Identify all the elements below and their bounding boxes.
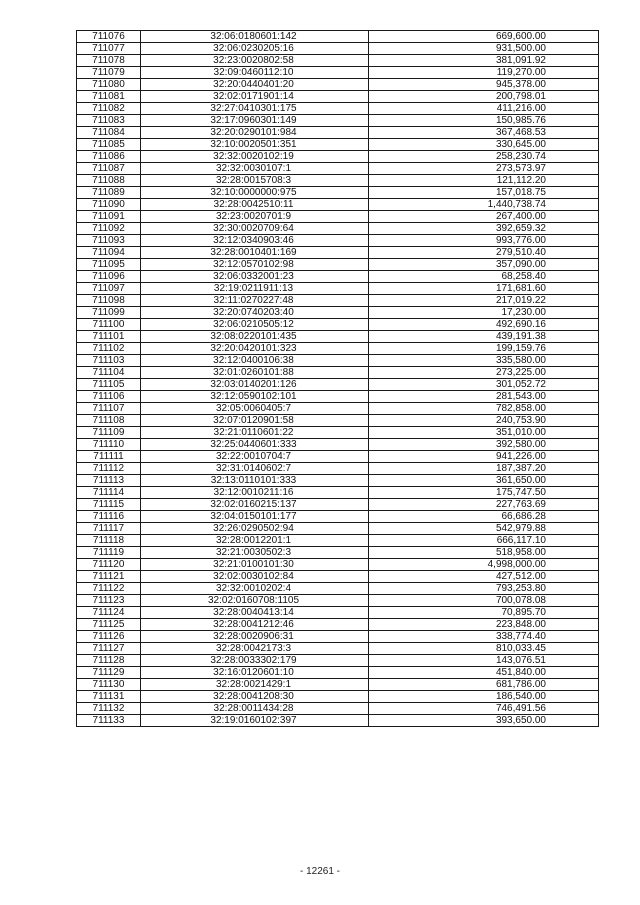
- record-number-cell: 711078: [77, 55, 141, 67]
- amount-cell: 351,010.00: [369, 427, 599, 439]
- cadastral-number-cell: 32:11:0270227:48: [141, 295, 369, 307]
- amount-cell: 945,378.00: [369, 79, 599, 91]
- table-row: [77, 691, 599, 703]
- amount-cell: 17,230.00: [369, 307, 599, 319]
- amount-cell: 119,270.00: [369, 67, 599, 79]
- table-row: [77, 703, 599, 715]
- registry-table-body: [77, 31, 599, 727]
- table-row: [77, 139, 599, 151]
- table-row: [77, 571, 599, 583]
- record-number-cell: 711133: [77, 715, 141, 727]
- cadastral-number-cell: 32:12:0570102:98: [141, 259, 369, 271]
- record-number-cell: 711121: [77, 571, 141, 583]
- table-row: [77, 235, 599, 247]
- record-number-cell: 711079: [77, 67, 141, 79]
- table-row: [77, 319, 599, 331]
- cadastral-number-cell: 32:20:0290101:984: [141, 127, 369, 139]
- amount-cell: 68,258.40: [369, 271, 599, 283]
- record-number-cell: 711091: [77, 211, 141, 223]
- table-row: [77, 679, 599, 691]
- table-row: [77, 115, 599, 127]
- table-row: [77, 643, 599, 655]
- table-row: [77, 355, 599, 367]
- amount-cell: 186,540.00: [369, 691, 599, 703]
- amount-cell: 70,895.70: [369, 607, 599, 619]
- amount-cell: 150,985.76: [369, 115, 599, 127]
- amount-cell: 121,112.20: [369, 175, 599, 187]
- record-number-cell: 711116: [77, 511, 141, 523]
- cadastral-number-cell: 32:28:0021429:1: [141, 679, 369, 691]
- cadastral-number-cell: 32:06:0230205:16: [141, 43, 369, 55]
- cadastral-number-cell: 32:28:0041212:46: [141, 619, 369, 631]
- record-number-cell: 711127: [77, 643, 141, 655]
- record-number-cell: 711125: [77, 619, 141, 631]
- cadastral-number-cell: 32:28:0011434:28: [141, 703, 369, 715]
- record-number-cell: 711130: [77, 679, 141, 691]
- table-row: [77, 223, 599, 235]
- amount-cell: 171,681.60: [369, 283, 599, 295]
- amount-cell: 492,690.16: [369, 319, 599, 331]
- cadastral-number-cell: 32:32:0030107:1: [141, 163, 369, 175]
- record-number-cell: 711132: [77, 703, 141, 715]
- amount-cell: 273,225.00: [369, 367, 599, 379]
- record-number-cell: 711122: [77, 583, 141, 595]
- table-row: [77, 331, 599, 343]
- table-row: [77, 559, 599, 571]
- record-number-cell: 711087: [77, 163, 141, 175]
- cadastral-number-cell: 32:27:0410301:175: [141, 103, 369, 115]
- record-number-cell: 711124: [77, 607, 141, 619]
- amount-cell: 4,998,000.00: [369, 559, 599, 571]
- table-row: [77, 307, 599, 319]
- cadastral-number-cell: 32:28:0015708:3: [141, 175, 369, 187]
- amount-cell: 338,774.40: [369, 631, 599, 643]
- record-number-cell: 711092: [77, 223, 141, 235]
- cadastral-number-cell: 32:25:0440601:333: [141, 439, 369, 451]
- record-number-cell: 711104: [77, 367, 141, 379]
- table-row: [77, 367, 599, 379]
- table-row: [77, 211, 599, 223]
- cadastral-number-cell: 32:02:0160708:1105: [141, 595, 369, 607]
- table-row: [77, 403, 599, 415]
- cadastral-number-cell: 32:20:0440401:20: [141, 79, 369, 91]
- amount-cell: 993,776.00: [369, 235, 599, 247]
- amount-cell: 669,600.00: [369, 31, 599, 43]
- record-number-cell: 711114: [77, 487, 141, 499]
- record-number-cell: 711119: [77, 547, 141, 559]
- cadastral-number-cell: 32:12:0590102:101: [141, 391, 369, 403]
- table-row: [77, 187, 599, 199]
- cadastral-number-cell: 32:13:0110101:333: [141, 475, 369, 487]
- table-row: [77, 163, 599, 175]
- table-row: [77, 271, 599, 283]
- record-number-cell: 711090: [77, 199, 141, 211]
- table-row: [77, 379, 599, 391]
- record-number-cell: 711120: [77, 559, 141, 571]
- cadastral-number-cell: 32:09:0460112:10: [141, 67, 369, 79]
- cadastral-number-cell: 32:19:0160102:397: [141, 715, 369, 727]
- cadastral-number-cell: 32:12:0400106:38: [141, 355, 369, 367]
- table-row: [77, 247, 599, 259]
- table-row: [77, 535, 599, 547]
- record-number-cell: 711128: [77, 655, 141, 667]
- table-row: [77, 103, 599, 115]
- amount-cell: 175,747.50: [369, 487, 599, 499]
- amount-cell: 258,230.74: [369, 151, 599, 163]
- amount-cell: 157,018.75: [369, 187, 599, 199]
- cadastral-number-cell: 32:31:0140602:7: [141, 463, 369, 475]
- cadastral-number-cell: 32:02:0160215:137: [141, 499, 369, 511]
- table-row: [77, 595, 599, 607]
- cadastral-number-cell: 32:21:0030502:3: [141, 547, 369, 559]
- cadastral-number-cell: 32:21:0110601:22: [141, 427, 369, 439]
- amount-cell: 223,848.00: [369, 619, 599, 631]
- table-row: [77, 511, 599, 523]
- record-number-cell: 711077: [77, 43, 141, 55]
- cadastral-number-cell: 32:28:0040413:14: [141, 607, 369, 619]
- cadastral-number-cell: 32:28:0042510:11: [141, 199, 369, 211]
- amount-cell: 451,840.00: [369, 667, 599, 679]
- table-row: [77, 715, 599, 727]
- cadastral-number-cell: 32:28:0010401:169: [141, 247, 369, 259]
- amount-cell: 361,650.00: [369, 475, 599, 487]
- table-row: [77, 295, 599, 307]
- cadastral-number-cell: 32:32:0020102:19: [141, 151, 369, 163]
- cadastral-number-cell: 32:22:0010704:7: [141, 451, 369, 463]
- amount-cell: 393,650.00: [369, 715, 599, 727]
- cadastral-number-cell: 32:05:0060405:7: [141, 403, 369, 415]
- table-row: [77, 55, 599, 67]
- amount-cell: 700,078.08: [369, 595, 599, 607]
- record-number-cell: 711117: [77, 523, 141, 535]
- cadastral-number-cell: 32:06:0180601:142: [141, 31, 369, 43]
- cadastral-number-cell: 32:06:0332001:23: [141, 271, 369, 283]
- amount-cell: 143,076.51: [369, 655, 599, 667]
- record-number-cell: 711103: [77, 355, 141, 367]
- record-number-cell: 711081: [77, 91, 141, 103]
- cadastral-number-cell: 32:17:0960301:149: [141, 115, 369, 127]
- amount-cell: 301,052.72: [369, 379, 599, 391]
- record-number-cell: 711089: [77, 187, 141, 199]
- cadastral-number-cell: 32:01:0260101:88: [141, 367, 369, 379]
- record-number-cell: 711111: [77, 451, 141, 463]
- cadastral-number-cell: 32:10:0000000:975: [141, 187, 369, 199]
- table-row: [77, 199, 599, 211]
- record-number-cell: 711115: [77, 499, 141, 511]
- amount-cell: 357,090.00: [369, 259, 599, 271]
- amount-cell: 427,512.00: [369, 571, 599, 583]
- record-number-cell: 711085: [77, 139, 141, 151]
- amount-cell: 1,440,738.74: [369, 199, 599, 211]
- record-number-cell: 711098: [77, 295, 141, 307]
- amount-cell: 810,033.45: [369, 643, 599, 655]
- record-number-cell: 711080: [77, 79, 141, 91]
- record-number-cell: 711118: [77, 535, 141, 547]
- table-row: [77, 523, 599, 535]
- table-row: [77, 607, 599, 619]
- record-number-cell: 711106: [77, 391, 141, 403]
- table-row: [77, 259, 599, 271]
- registry-table: [76, 30, 599, 727]
- table-row: [77, 391, 599, 403]
- amount-cell: 335,580.00: [369, 355, 599, 367]
- record-number-cell: 711076: [77, 31, 141, 43]
- cadastral-number-cell: 32:30:0020709:64: [141, 223, 369, 235]
- record-number-cell: 711096: [77, 271, 141, 283]
- record-number-cell: 711101: [77, 331, 141, 343]
- record-number-cell: 711097: [77, 283, 141, 295]
- record-number-cell: 711086: [77, 151, 141, 163]
- record-number-cell: 711112: [77, 463, 141, 475]
- record-number-cell: 711107: [77, 403, 141, 415]
- record-number-cell: 711083: [77, 115, 141, 127]
- amount-cell: 281,543.00: [369, 391, 599, 403]
- table-row: [77, 283, 599, 295]
- amount-cell: 746,491.56: [369, 703, 599, 715]
- table-row: [77, 31, 599, 43]
- cadastral-number-cell: 32:06:0210505:12: [141, 319, 369, 331]
- amount-cell: 227,763.69: [369, 499, 599, 511]
- record-number-cell: 711088: [77, 175, 141, 187]
- record-number-cell: 711123: [77, 595, 141, 607]
- table-row: [77, 631, 599, 643]
- cadastral-number-cell: 32:19:0211911:13: [141, 283, 369, 295]
- amount-cell: 782,858.00: [369, 403, 599, 415]
- table-row: [77, 487, 599, 499]
- record-number-cell: 711131: [77, 691, 141, 703]
- cadastral-number-cell: 32:16:0120601:10: [141, 667, 369, 679]
- amount-cell: 931,500.00: [369, 43, 599, 55]
- record-number-cell: 711129: [77, 667, 141, 679]
- record-number-cell: 711108: [77, 415, 141, 427]
- amount-cell: 392,659.32: [369, 223, 599, 235]
- record-number-cell: 711100: [77, 319, 141, 331]
- table-row: [77, 43, 599, 55]
- record-number-cell: 711105: [77, 379, 141, 391]
- table-row: [77, 619, 599, 631]
- cadastral-number-cell: 32:32:0010202:4: [141, 583, 369, 595]
- cadastral-number-cell: 32:12:0340903:46: [141, 235, 369, 247]
- amount-cell: 200,798.01: [369, 91, 599, 103]
- cadastral-number-cell: 32:07:0120901:58: [141, 415, 369, 427]
- amount-cell: 367,468.53: [369, 127, 599, 139]
- amount-cell: 273,573.97: [369, 163, 599, 175]
- record-number-cell: 711110: [77, 439, 141, 451]
- amount-cell: 392,580.00: [369, 439, 599, 451]
- amount-cell: 66,686.28: [369, 511, 599, 523]
- cadastral-number-cell: 32:02:0030102:84: [141, 571, 369, 583]
- record-number-cell: 711099: [77, 307, 141, 319]
- cadastral-number-cell: 32:03:0140201:126: [141, 379, 369, 391]
- amount-cell: 681,786.00: [369, 679, 599, 691]
- amount-cell: 330,645.00: [369, 139, 599, 151]
- amount-cell: 267,400.00: [369, 211, 599, 223]
- cadastral-number-cell: 32:28:0041208:30: [141, 691, 369, 703]
- record-number-cell: 711094: [77, 247, 141, 259]
- cadastral-number-cell: 32:23:0020802:58: [141, 55, 369, 67]
- table-row: [77, 655, 599, 667]
- amount-cell: 381,091.92: [369, 55, 599, 67]
- record-number-cell: 711095: [77, 259, 141, 271]
- amount-cell: 279,510.40: [369, 247, 599, 259]
- record-number-cell: 711126: [77, 631, 141, 643]
- cadastral-number-cell: 32:21:0100101:30: [141, 559, 369, 571]
- table-row: [77, 67, 599, 79]
- cadastral-number-cell: 32:04:0150101:177: [141, 511, 369, 523]
- amount-cell: 411,216.00: [369, 103, 599, 115]
- page-number: - 12261 -: [299, 866, 341, 877]
- cadastral-number-cell: 32:26:0290502:94: [141, 523, 369, 535]
- cadastral-number-cell: 32:08:0220101:435: [141, 331, 369, 343]
- table-row: [77, 667, 599, 679]
- amount-cell: 666,117.10: [369, 535, 599, 547]
- amount-cell: 187,387.20: [369, 463, 599, 475]
- table-row: [77, 499, 599, 511]
- table-row: [77, 475, 599, 487]
- table-row: [77, 451, 599, 463]
- table-row: [77, 583, 599, 595]
- record-number-cell: 711082: [77, 103, 141, 115]
- record-number-cell: 711093: [77, 235, 141, 247]
- amount-cell: 542,979.88: [369, 523, 599, 535]
- amount-cell: 439,191.38: [369, 331, 599, 343]
- cadastral-number-cell: 32:23:0020701:9: [141, 211, 369, 223]
- table-row: [77, 175, 599, 187]
- cadastral-number-cell: 32:28:0020906:31: [141, 631, 369, 643]
- table-row: [77, 439, 599, 451]
- table-row: [77, 427, 599, 439]
- record-number-cell: 711113: [77, 475, 141, 487]
- record-number-cell: 711109: [77, 427, 141, 439]
- cadastral-number-cell: 32:28:0033302:179: [141, 655, 369, 667]
- cadastral-number-cell: 32:20:0740203:40: [141, 307, 369, 319]
- table-row: [77, 91, 599, 103]
- record-number-cell: 711102: [77, 343, 141, 355]
- cadastral-number-cell: 32:28:0012201:1: [141, 535, 369, 547]
- cadastral-number-cell: 32:02:0171901:14: [141, 91, 369, 103]
- table-row: [77, 547, 599, 559]
- amount-cell: 240,753.90: [369, 415, 599, 427]
- table-row: [77, 415, 599, 427]
- amount-cell: 199,159.76: [369, 343, 599, 355]
- cadastral-number-cell: 32:28:0042173:3: [141, 643, 369, 655]
- cadastral-number-cell: 32:10:0020501:351: [141, 139, 369, 151]
- table-row: [77, 151, 599, 163]
- amount-cell: 217,019.22: [369, 295, 599, 307]
- cadastral-number-cell: 32:12:0010211:16: [141, 487, 369, 499]
- table-row: [77, 463, 599, 475]
- table-row: [77, 127, 599, 139]
- amount-cell: 941,226.00: [369, 451, 599, 463]
- amount-cell: 793,253.80: [369, 583, 599, 595]
- table-row: [77, 79, 599, 91]
- record-number-cell: 711084: [77, 127, 141, 139]
- cadastral-number-cell: 32:20:0420101:323: [141, 343, 369, 355]
- table-row: [77, 343, 599, 355]
- amount-cell: 518,958.00: [369, 547, 599, 559]
